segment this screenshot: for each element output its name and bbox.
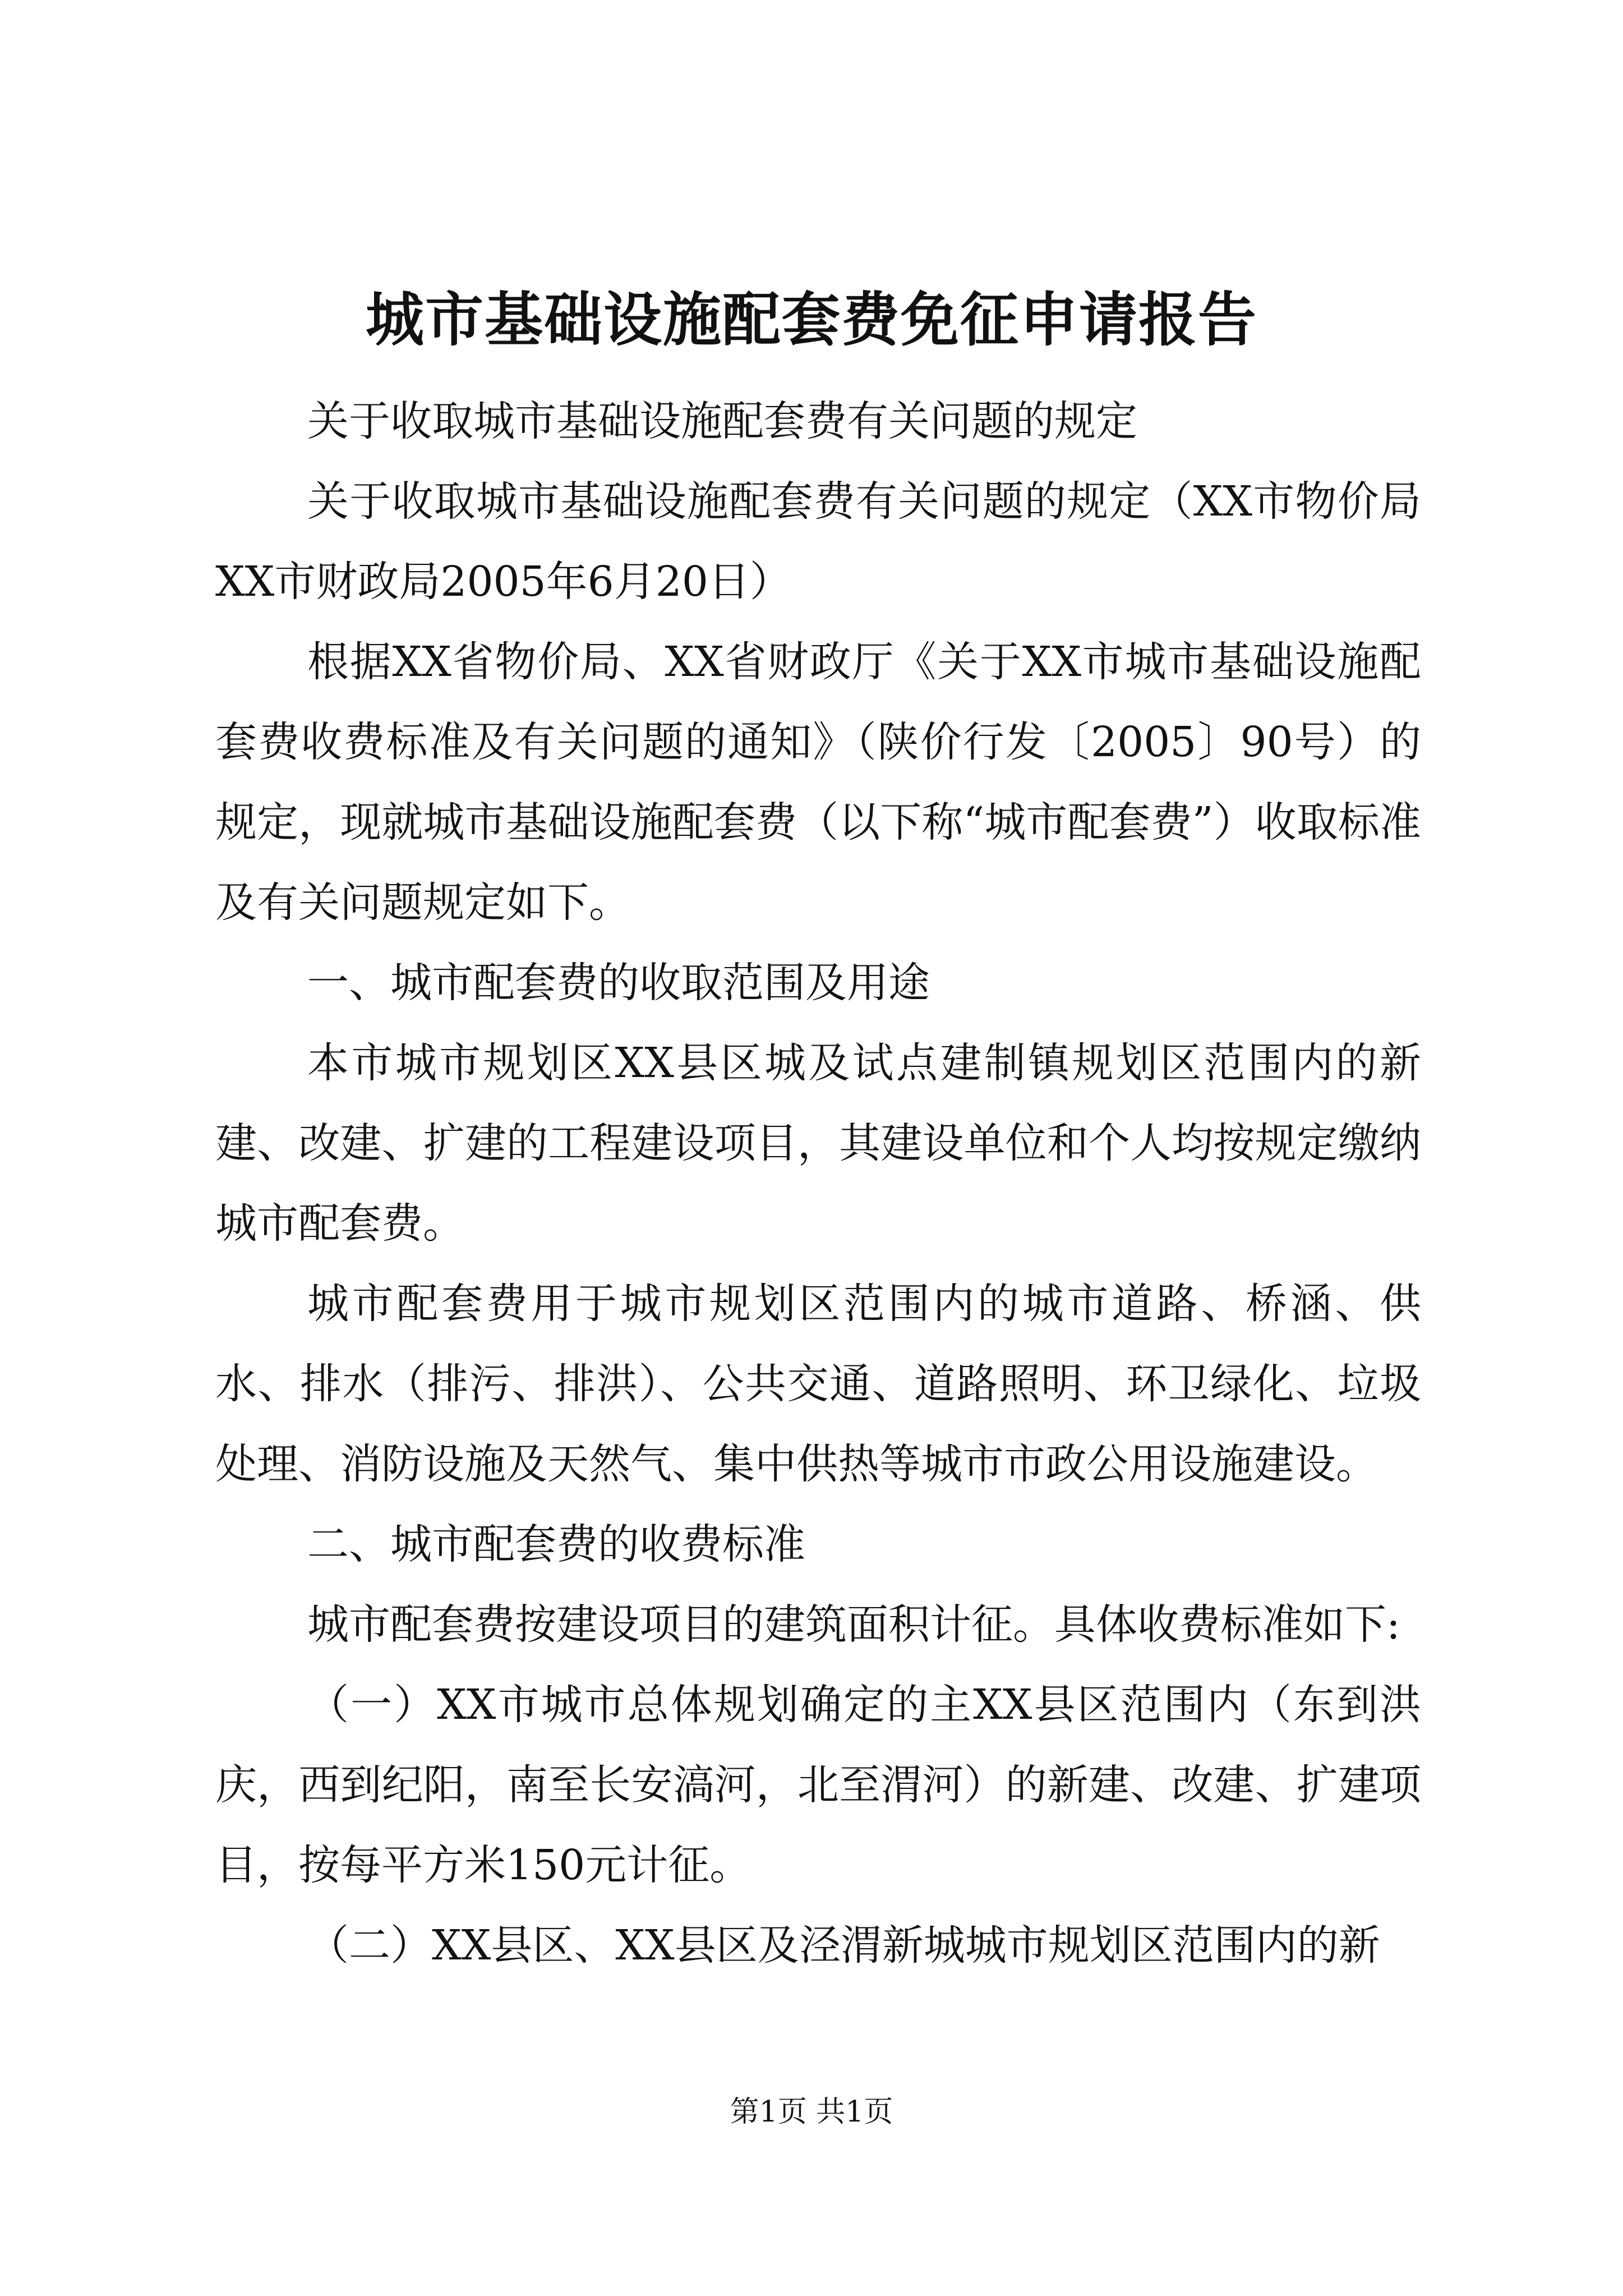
- paragraph: 关于收取城市基础设施配套费有关问题的规定: [307, 397, 1137, 445]
- section-heading: 二、城市配套费的收费标准: [307, 1520, 805, 1568]
- paragraph: 城市配套费用于城市规划区范围内的城市道路、桥涵、供水、排水（排污、排洪）、公共交通、道路照明、环卫绿化、垃圾处理、消防设施及天然气、集中供热等城市市政公用设施建设。: [215, 1280, 1421, 1488]
- paragraph: 城市配套费按建设项目的建筑面积计征。具体收费标准如下:: [307, 1600, 1400, 1649]
- page-number-footer: 第1页 共1页: [730, 2095, 893, 2129]
- paragraph: 根据XX省物价局、XX省财政厅《关于XX市城市基础设施配套费收费标准及有关问题的通知》（陕价行发〔2005〕90号）的规定，现就城市基础设施配套费（以下称“城市配套费”）收取标准及有关问题规定如下。: [215, 638, 1421, 927]
- paragraph: 关于收取城市基础设施配套费有关问题的规定（XX市物价局XX市财政局2005年6月20日）: [215, 477, 1421, 606]
- paragraph: （一）XX市城市总体规划确定的主XX县区范围内（东到洪庆，西到纪阳，南至长安滈河，北至渭河）的新建、改建、扩建项目，按每平方米150元计征。: [215, 1681, 1421, 1889]
- section-heading: 一、城市配套费的收取范围及用途: [307, 959, 930, 1007]
- document-body: [215, 381, 1421, 1986]
- paragraph: 本市城市规划区XX县区城及试点建制镇规划区范围内的新建、改建、扩建的工程建设项目，其建设单位和个人均按规定缴纳城市配套费。: [215, 1039, 1421, 1248]
- paragraph: （二）XX县区、XX县区及泾渭新城城市规划区范围内的新: [307, 1921, 1380, 1970]
- document-title: 城市基础设施配套费免征申请报告: [365, 285, 1257, 354]
